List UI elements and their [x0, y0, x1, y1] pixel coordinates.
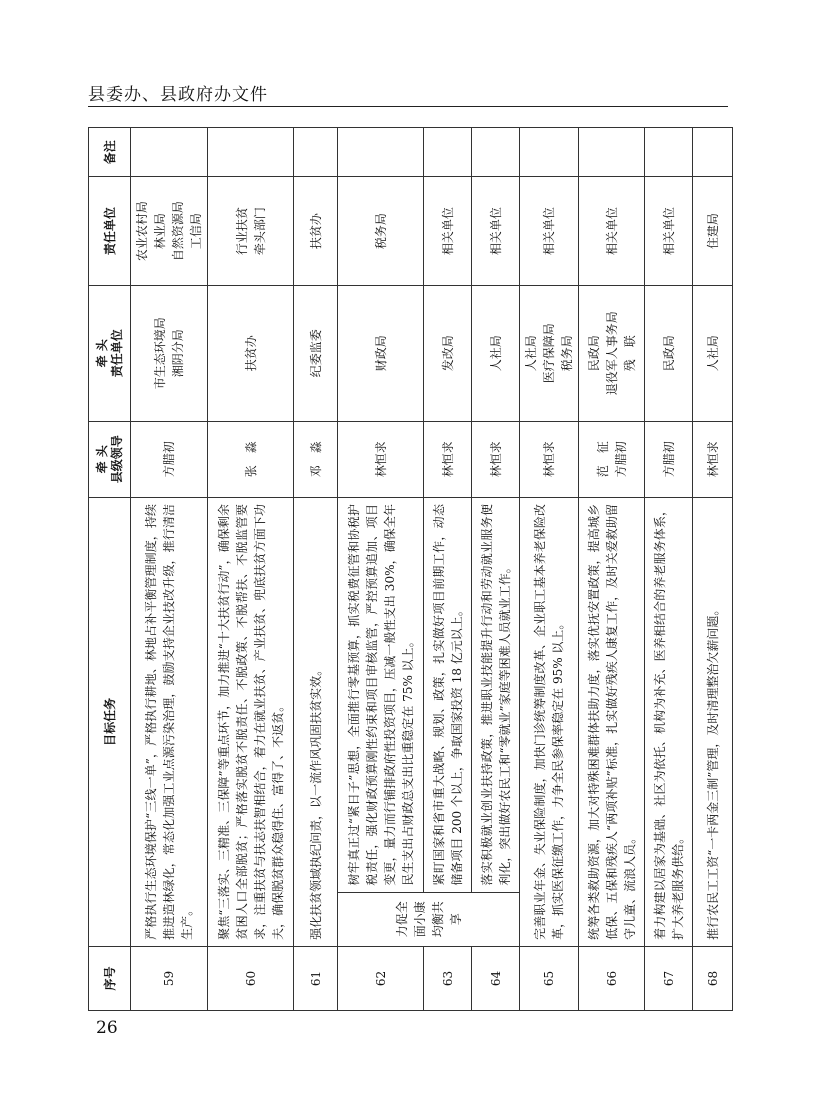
table-row: [693, 128, 733, 1011]
row-number: 63: [424, 946, 472, 1010]
responsible-units: 农业农村局 林业局 自然资源局 工信局: [131, 177, 208, 286]
responsible-units: 住建局: [693, 177, 733, 286]
row-number: 68: [693, 946, 733, 1010]
table-row: [579, 128, 645, 1011]
responsible-units: 相关单位: [472, 177, 520, 286]
table-row: [131, 128, 208, 1011]
lead-unit: 人社局: [472, 285, 520, 421]
row-number: 61: [294, 946, 338, 1010]
lead-leader: 林恒求: [338, 421, 424, 497]
task-text: 完善职业年金、失业保险制度，加快门诊统筹制度改革、企业职工基本养老保险改革，抓实医保征缴工作，力争全民参保率稳定在 95% 以上。: [520, 497, 579, 946]
row-number: 59: [131, 946, 208, 1010]
lead-unit: 纪委监委: [294, 285, 338, 421]
responsible-units: 税务局: [338, 177, 424, 286]
responsible-units: 相关单位: [579, 177, 645, 286]
lead-unit: 民政局: [645, 285, 693, 421]
task-text: 统筹各类救助资源，加大对特殊困难群体扶助力度，落实优抚安置政策，提高城乡低保、五保和残疾人“两项补贴”标准，扎实做好残疾人康复工作，及时关爱救助留守儿童、流浪人员。: [579, 497, 645, 946]
task-text: 着力构建以居家为基础、社区为依托、机构为补充、医养相结合的养老服务体系，扩大养老服务供给。: [645, 497, 693, 946]
lead-unit: 民政局 退役军人事务局 残 联: [579, 285, 645, 421]
lead-leader: 方腊初: [131, 421, 208, 497]
note: [424, 128, 472, 177]
lead-leader: 林恒求: [472, 421, 520, 497]
table-row: [472, 128, 520, 1011]
note: [294, 128, 338, 177]
note: [579, 128, 645, 177]
row-number: 64: [472, 946, 520, 1010]
task-text: 强化扶贫领域执纪问责，以一流作风巩固扶贫实效。: [294, 497, 338, 946]
page-number: 26: [96, 1018, 118, 1038]
task-text: 落实积极就业创业扶持政策，推进职业技能提升行动和劳动就业服务便利化，突出做好农民工和“零就业”家庭等困难人员就业工作。: [472, 497, 520, 892]
responsible-units: 相关单位: [645, 177, 693, 286]
lead-leader: 林恒求: [520, 421, 579, 497]
col-header-units: 责任单位: [89, 177, 131, 286]
lead-leader: 范 征 方腊初: [579, 421, 645, 497]
task-text: 推行农民工工资“一卡两金三制”管理，及时清理整治欠薪问题。: [693, 497, 733, 946]
note: [472, 128, 520, 177]
col-header-task: 目标任务: [89, 497, 131, 946]
task-text: 树牢真正过“紧日子”思想，全面推行零基预算，抓实税费征管和协税护税责任，强化财政预算刚性约束和项目审核监管，严控预算追加、项目变更，量力而行铺排政府性投资项目，压减一般性支出 30%，确保全年民生支出占财政总支出比重稳定在 75% 以上。: [338, 497, 424, 892]
lead-unit: 人社局: [693, 285, 733, 421]
col-header-leader: 牵 头 县级领导: [89, 421, 131, 497]
note: [693, 128, 733, 177]
col-header-no: 序号: [89, 946, 131, 1010]
group-label: 力促全面小康均衡共享: [338, 892, 520, 946]
responsible-units: 相关单位: [520, 177, 579, 286]
table-row: [520, 128, 579, 1011]
lead-leader: 林恒求: [424, 421, 472, 497]
table-row: [294, 128, 338, 1011]
lead-unit: 人社局 医疗保障局 税务局: [520, 285, 579, 421]
lead-leader: 张 淼: [208, 421, 294, 497]
table-row: [645, 128, 693, 1011]
lead-unit: 扶贫办: [208, 285, 294, 421]
table-row: [424, 128, 472, 1011]
task-text: 紧盯国家和省市重大战略、规划、政策，扎实做好项目前期工作，动态储备项目 200 个以上，争取国家投资 18 亿元以上。: [424, 497, 472, 892]
responsible-units: 扶贫办: [294, 177, 338, 286]
row-number: 67: [645, 946, 693, 1010]
lead-leader: 方腊初: [645, 421, 693, 497]
lead-unit: 发改局: [424, 285, 472, 421]
row-number: 60: [208, 946, 294, 1010]
lead-leader: 林恒求: [693, 421, 733, 497]
task-text: 聚焦“三落实、三精准、三保障”等重点环节，加力推进“十大扶贫行动”，确保剩余贫困人口全部脱贫；严格落实脱贫不脱责任、不脱政策、不脱帮扶、不脱监管要求，注重扶贫与扶志扶智相结合，着力在就业扶贫、产业扶贫、兜底扶贫方面下功夫，确保脱贫群众稳得住、富得了、不返贫。: [208, 497, 294, 946]
header-rule: [88, 106, 728, 107]
task-text: 严格执行生态环境保护“三线一单”，严格执行耕地、林地占补平衡管理制度，持续推进造林绿化，常态化加强工业点源污染治理，鼓励支持企业技改升级，推行清洁生产。: [131, 497, 208, 946]
col-header-note: 备注: [89, 128, 131, 177]
task-table: [88, 127, 733, 1011]
row-number: 66: [579, 946, 645, 1010]
rotated-table-container: [88, 127, 728, 1011]
note: [520, 128, 579, 177]
row-number: 65: [520, 946, 579, 1010]
note: [645, 128, 693, 177]
responsible-units: 相关单位: [424, 177, 472, 286]
lead-unit: 市生态环境局 湘阴分局: [131, 285, 208, 421]
note: [338, 128, 424, 177]
note: [131, 128, 208, 177]
header-title: 县委办、县政府办文件: [88, 85, 268, 105]
lead-unit: 财政局: [338, 285, 424, 421]
row-number: 62: [338, 946, 424, 1010]
note: [208, 128, 294, 177]
table-row: [208, 128, 294, 1011]
lead-leader: 邓 淼: [294, 421, 338, 497]
table-row: [338, 128, 424, 1011]
responsible-units: 行业扶贫 牵头部门: [208, 177, 294, 286]
col-header-lead-unit: 牵 头 责任单位: [89, 285, 131, 421]
table-header-row: [89, 128, 131, 1011]
